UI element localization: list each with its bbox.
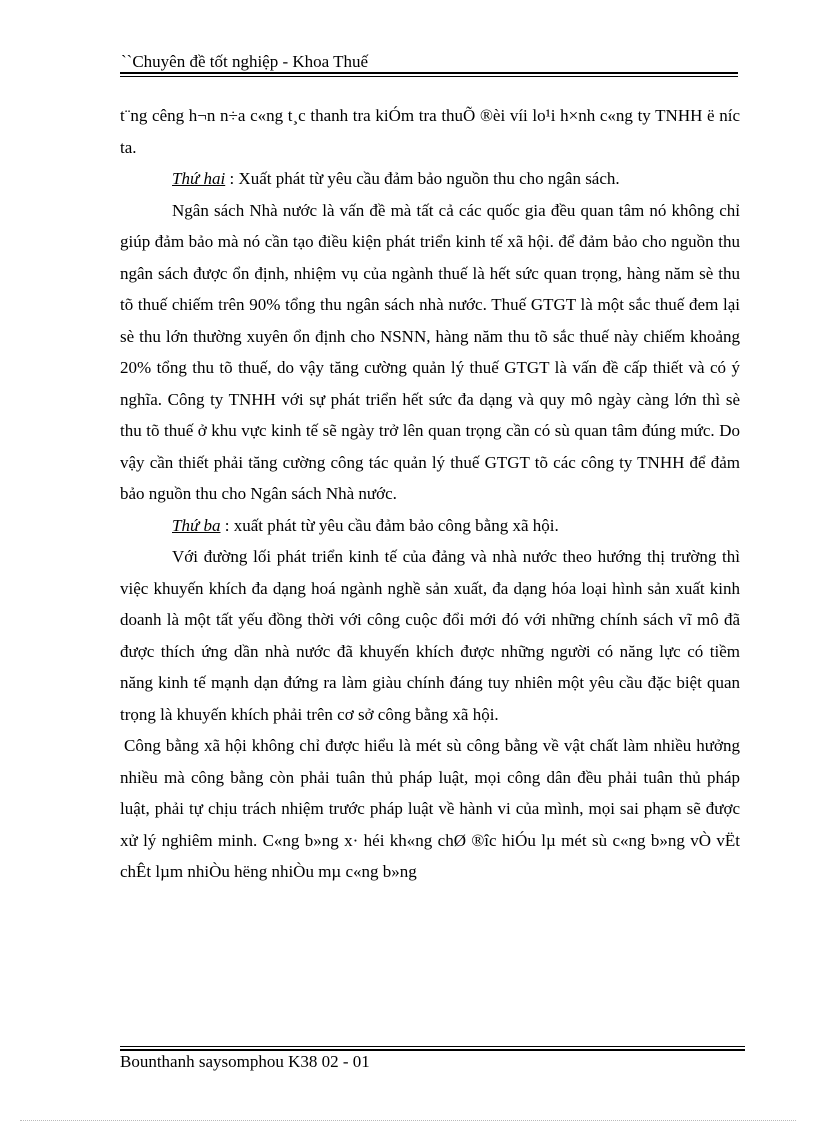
header-rule bbox=[120, 72, 738, 74]
paragraph-1: t¨ng cêng h¬n n÷a c«ng t¸c thanh tra kiÓm tra thuÕ ®èi víi lo¹i h×nh c«ng ty TNHH ë níc ta. bbox=[120, 106, 740, 157]
paragraph-2-text: : Xuất phát từ yêu cầu đảm bảo nguồn thu cho ngân sách. bbox=[225, 169, 620, 188]
paragraph-4 bbox=[120, 510, 740, 542]
page-header: ``Chuyên đề tốt nghiệp - Khoa Thuế bbox=[121, 52, 369, 71]
paragraph-2-label: Thứ hai bbox=[172, 169, 226, 188]
page-footer: Bounthanh saysomphou K38 02 - 01 bbox=[120, 1052, 370, 1071]
paragraph-5: Với đường lối phát triển kinh tế của đảng và nhà nước theo hướng thị trường thì việc khuyến khích đa dạng hoá ngành nghề sản xuất, đa dạng hóa loại hình sản xuất kinh doanh là một tất yếu đồng thời với công cuộc đổi mới đó với những chính sách vĩ mô đã được thích ứng dần nhà nước đã khuyến khích được những người có năng lực có tiềm năng kinh tế mạnh dạn đứng ra làm giàu chính đáng tuy nhiên một yêu cầu đặc biệt quan trọng là khuyến khích phải trên cơ sở công bằng xã hội. bbox=[120, 547, 740, 724]
header-rule-thin bbox=[120, 76, 738, 77]
page-bottom-divider bbox=[20, 1120, 796, 1121]
paragraph-4-text: : xuất phát từ yêu cầu đảm bảo công bằng xã hội. bbox=[220, 515, 559, 535]
paragraph-3: Ngân sách Nhà nước là vấn đề mà tất cả các quốc gia đều quan tâm nó không chỉ giúp đảm bảo mà nó cần tạo điều kiện phát triển kinh tế xã hội. để đảm bảo cho nguồn thu ngân sách được ổn định, nhiệm vụ của ngành thuế là hết sức quan trọng, hàng năm sè thu tõ thuế chiếm trên 90% tổng thu ngân sách nhà nước. Thuế GTGT là một sắc thuế đem lại sè thu lớn thường xuyên ổn định cho NSNN, hàng năm thu tõ sắc thuế này chiếm khoảng 20% tổng thu tõ thuế, do vậy tăng cường quản lý thuế GTGT là vấn đề cấp thiết và có ý nghĩa. Công ty TNHH với sự phát triển hết sức đa dạng và quy mô ngày càng lớn thì sè thu tõ thuế ở khu vực kinh tế sẽ ngày trở lên quan trọng cần có sù quan tâm đúng mức. Do vậy cần thiết phải tăng cường công tác quản lý thuế GTGT tõ các công ty TNHH để đảm bảo nguồn thu cho Ngân sách Nhà nước. bbox=[120, 200, 740, 503]
paragraph-6: Công bằng xã hội không chỉ được hiểu là mét sù công bằng về vật chất làm nhiều hưởng nhiều mà công bằng còn phải tuân thủ pháp luật, mọi công dân đều phải tuân thủ pháp luật, phải tự chịu trách nhiệm trước pháp luật về hành vi của mình, mọi sai phạm sẽ được xử lý nghiêm minh. C«ng b»ng x· héi kh«ng chØ ®îc hiÓu lµ mét sù c«ng b»ng vÒ vËt chÊt lµm nhiÒu hëng nhiÒu mµ c«ng b»ng bbox=[120, 736, 740, 881]
footer-rule-thin bbox=[120, 1046, 745, 1047]
paragraph-4-label: Thứ ba bbox=[172, 515, 221, 535]
footer-rule bbox=[120, 1049, 745, 1051]
document-body bbox=[120, 100, 740, 888]
paragraph-2 bbox=[120, 163, 740, 195]
